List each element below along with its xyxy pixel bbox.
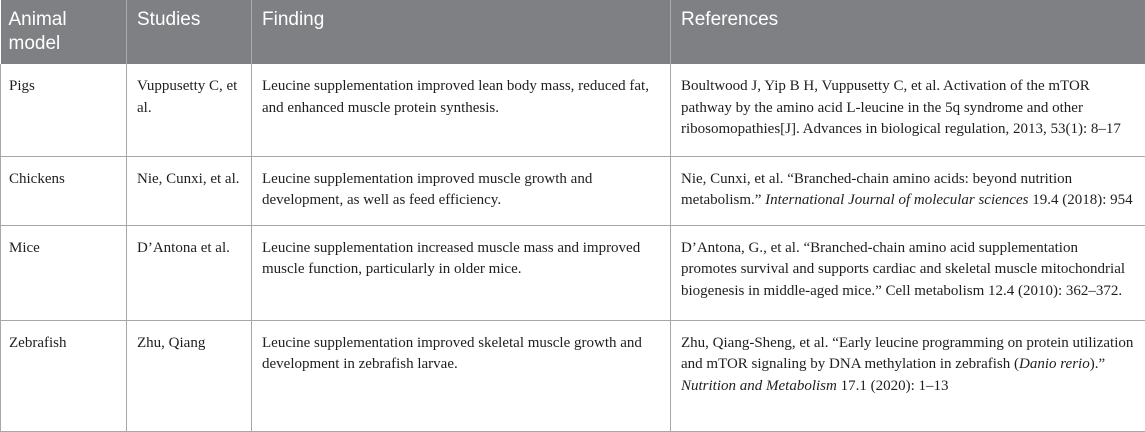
reference-text-tail: 17.1 (2020): 1–13 [836,377,949,394]
header-references: References [671,0,1145,64]
table-row [1,156,1145,225]
cell-animal-model: Mice [1,225,127,320]
header-studies: Studies [127,0,252,64]
header-row [1,0,1145,64]
reference-journal: Nutrition and Metabolism [681,377,837,394]
cell-animal-model: Zebrafish [1,320,127,431]
cell-studies: Zhu, Qiang [127,320,252,431]
cell-studies: Nie, Cunxi, et al. [127,156,252,225]
table-body [1,64,1145,431]
cell-reference [671,156,1145,225]
cell-reference [671,320,1145,431]
header-animal-model: Animal model [1,0,127,64]
reference-journal: International Journal of molecular sciences [765,192,1029,208]
reference-text: Boultwood J, Yip B H, Vuppusetty C, et al. Activation of the mTOR pathway by the amino acid L-leucine in the 5q syndrome and other ribosomopathies[J]. Advances in biological regulation, 2013, 53(1): 8–17 [681,78,1121,137]
cell-reference [671,64,1145,156]
cell-studies: D’Antona et al. [127,225,252,320]
table-row [1,320,1145,431]
reference-text: Zhu, Qiang-Sheng, et al. “Early leucine programming on protein utilization and mTOR signaling by DNA methylation in zebrafish ( [681,334,1134,372]
cell-studies: Vuppusetty C, et al. [127,64,252,156]
cell-reference [671,225,1145,320]
cell-animal-model: Pigs [1,64,127,156]
table-row [1,64,1145,156]
reference-text: D’Antona, G., et al. “Branched-chain amino acid supplementation promotes survival and supports cardiac and skeletal muscle mitochondrial biogenesis in middle-aged mice.” Cell metabolism 12.4 (2010): 362–372. [681,239,1126,299]
table-header [1,0,1145,64]
reference-species: Danio rerio [1019,356,1090,372]
table-row [1,225,1145,320]
header-finding: Finding [252,0,671,64]
cell-finding: Leucine supplementation increased muscle mass and improved muscle function, particularly in older mice. [252,225,671,320]
cell-finding: Leucine supplementation improved skeletal muscle growth and development in zebrafish larvae. [252,320,671,431]
reference-text: Nie, Cunxi, et al. “Branched-chain amino acids: beyond nutrition metabolism.” [681,170,1073,208]
cell-finding: Leucine supplementation improved lean body mass, reduced fat, and enhanced muscle protein synthesis. [252,64,671,156]
cell-finding: Leucine supplementation improved muscle growth and development, as well as feed efficiency. [252,156,671,225]
reference-text-tail: 19.4 (2018): 954 [1028,192,1133,208]
reference-text-middle: ).” [1089,356,1106,372]
cell-animal-model: Chickens [1,156,127,225]
